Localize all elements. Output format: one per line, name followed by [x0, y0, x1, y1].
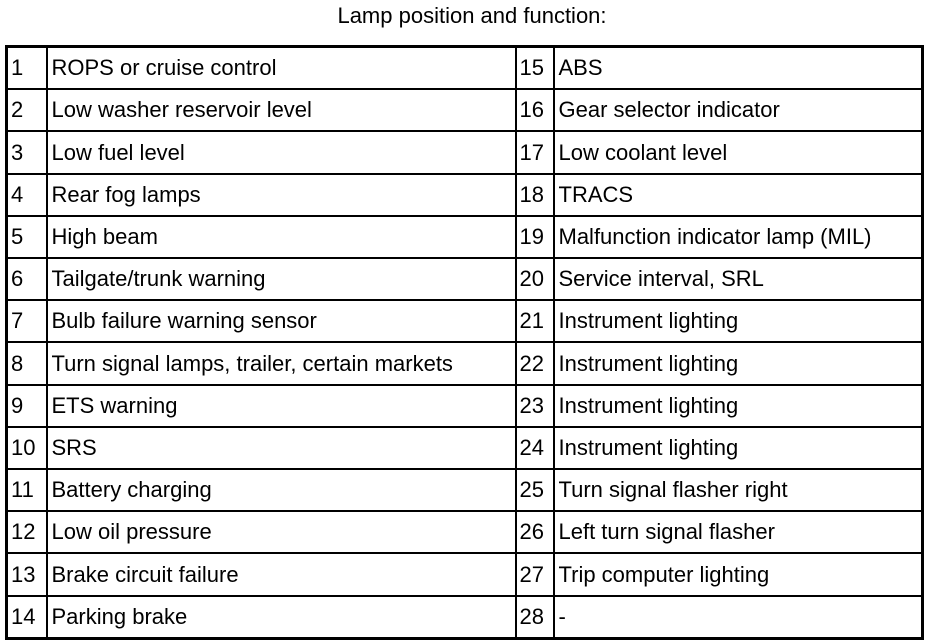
table-row	[7, 596, 923, 639]
lamp-number: 21	[516, 300, 554, 342]
lamp-function: Gear selector indicator	[554, 89, 923, 131]
lamp-number: 24	[516, 427, 554, 469]
table-row	[7, 511, 923, 553]
lamp-number: 18	[516, 174, 554, 216]
lamp-number: 26	[516, 511, 554, 553]
lamp-function: Trip computer lighting	[554, 553, 923, 595]
lamp-number: 16	[516, 89, 554, 131]
lamp-number: 2	[7, 89, 47, 131]
lamp-number: 25	[516, 469, 554, 511]
lamp-function: Low oil pressure	[47, 511, 516, 553]
table-row	[7, 427, 923, 469]
table-row	[7, 89, 923, 131]
lamp-function: High beam	[47, 216, 516, 258]
table-row	[7, 174, 923, 216]
lamp-function: Battery charging	[47, 469, 516, 511]
table-row	[7, 300, 923, 342]
lamp-number: 28	[516, 596, 554, 639]
lamp-function: Low coolant level	[554, 131, 923, 173]
lamp-table-body	[7, 47, 923, 639]
lamp-function: TRACS	[554, 174, 923, 216]
lamp-function: Low washer reservoir level	[47, 89, 516, 131]
lamp-function: Instrument lighting	[554, 385, 923, 427]
page-title: Lamp position and function:	[337, 3, 607, 28]
lamp-number: 23	[516, 385, 554, 427]
lamp-number: 22	[516, 342, 554, 384]
lamp-number: 5	[7, 216, 47, 258]
lamp-function: Brake circuit failure	[47, 553, 516, 595]
lamp-number: 1	[7, 47, 47, 90]
lamp-function: Malfunction indicator lamp (MIL)	[554, 216, 923, 258]
lamp-number: 13	[7, 553, 47, 595]
lamp-function: Instrument lighting	[554, 300, 923, 342]
table-row	[7, 131, 923, 173]
lamp-number: 14	[7, 596, 47, 639]
lamp-function: Instrument lighting	[554, 342, 923, 384]
lamp-number: 7	[7, 300, 47, 342]
lamp-number: 17	[516, 131, 554, 173]
lamp-number: 8	[7, 342, 47, 384]
table-row	[7, 47, 923, 90]
lamp-function: ABS	[554, 47, 923, 90]
table-row	[7, 469, 923, 511]
table-row	[7, 342, 923, 384]
lamp-function: Turn signal lamps, trailer, certain markets	[47, 342, 516, 384]
lamp-number: 10	[7, 427, 47, 469]
lamp-number: 6	[7, 258, 47, 300]
lamp-function: Service interval, SRL	[554, 258, 923, 300]
lamp-function: ETS warning	[47, 385, 516, 427]
lamp-number: 12	[7, 511, 47, 553]
lamp-function: SRS	[47, 427, 516, 469]
lamp-function: Parking brake	[47, 596, 516, 639]
table-row	[7, 216, 923, 258]
lamp-number: 15	[516, 47, 554, 90]
table-row	[7, 385, 923, 427]
lamp-number: 9	[7, 385, 47, 427]
lamp-function: Tailgate/trunk warning	[47, 258, 516, 300]
lamp-number: 27	[516, 553, 554, 595]
lamp-number: 3	[7, 131, 47, 173]
lamp-function: Rear fog lamps	[47, 174, 516, 216]
lamp-function: -	[554, 596, 923, 639]
lamp-function: Instrument lighting	[554, 427, 923, 469]
lamp-number: 11	[7, 469, 47, 511]
lamp-function: Low fuel level	[47, 131, 516, 173]
lamp-number: 20	[516, 258, 554, 300]
table-row	[7, 553, 923, 595]
lamp-number: 19	[516, 216, 554, 258]
lamp-table	[5, 45, 924, 640]
lamp-function: Left turn signal flasher	[554, 511, 923, 553]
lamp-function: ROPS or cruise control	[47, 47, 516, 90]
table-row	[7, 258, 923, 300]
lamp-function: Bulb failure warning sensor	[47, 300, 516, 342]
lamp-function: Turn signal flasher right	[554, 469, 923, 511]
lamp-number: 4	[7, 174, 47, 216]
